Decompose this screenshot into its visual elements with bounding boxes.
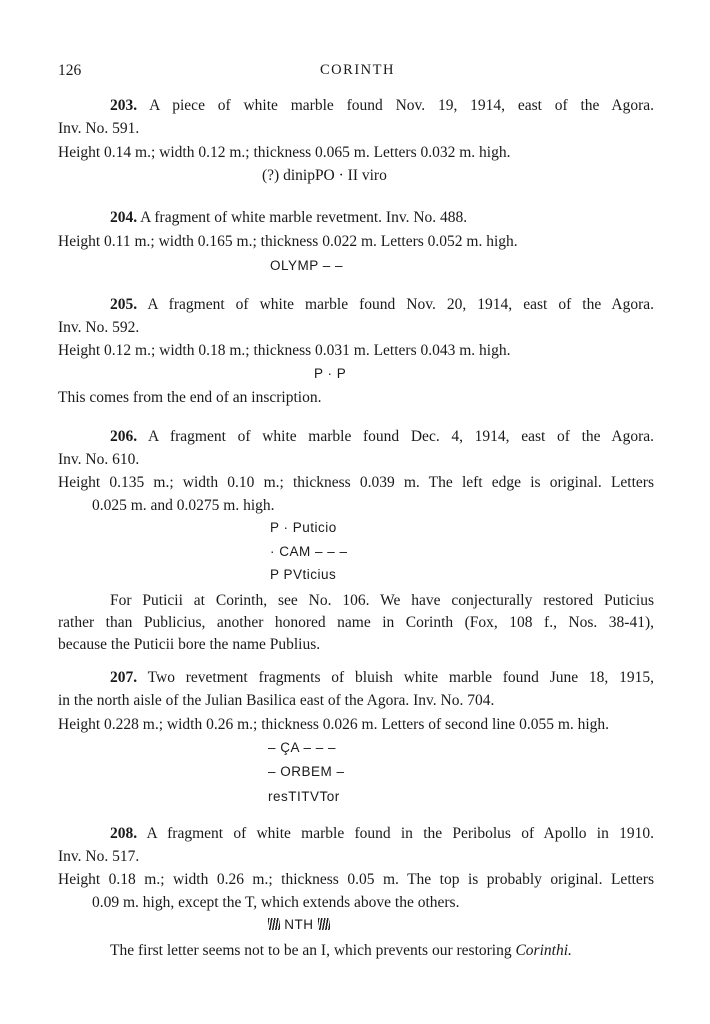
comment-italic-word: Corinthi. xyxy=(515,942,572,959)
entry-intro: Two revetment fragments of bluish white marble found June 18, 1915, xyxy=(147,669,654,686)
entry-206-inscription-line-1: P · Puticio xyxy=(270,520,337,535)
entry-206-inscription-line-2: · CAM – – – xyxy=(270,544,348,559)
entry-207-inscription-line-1: – ÇA – – – xyxy=(268,740,337,755)
entry-206-inscription-line-3: P PVticius xyxy=(270,567,337,582)
entry-intro: A piece of white marble found Nov. 19, 1914, east of the Agora. xyxy=(149,97,654,114)
inscription-text: NTH xyxy=(284,917,314,932)
comment-text: The first letter seems not to be an I, which prevents our restoring xyxy=(110,942,512,959)
entry-205-inv: Inv. No. 592. xyxy=(58,319,140,336)
entry-207-inscription-line-2: – ORBEM – xyxy=(268,764,345,779)
entry-205-intro xyxy=(110,296,654,314)
entry-208-inscription xyxy=(268,917,330,932)
running-title: CORINTH xyxy=(320,62,395,78)
entry-206-intro xyxy=(110,428,654,446)
entry-203-inscription: (?) dinipPO · II viro xyxy=(262,167,387,184)
entry-206-inv: Inv. No. 610. xyxy=(58,451,140,468)
entry-number: 204. xyxy=(110,209,138,226)
entry-208-comment xyxy=(110,942,572,960)
entry-number: 207. xyxy=(110,669,138,686)
entry-204-dims: Height 0.11 m.; width 0.165 m.; thickness 0.022 m. Letters 0.052 m. high. xyxy=(58,233,518,250)
entry-206-dims-1: Height 0.135 m.; width 0.10 m.; thickness 0.039 m. The left edge is original. Letters xyxy=(58,474,654,491)
entry-intro: A fragment of white marble found Nov. 20, 1914, east of the Agora. xyxy=(147,296,654,313)
entry-208-intro xyxy=(110,825,654,843)
entry-204-intro xyxy=(110,209,467,227)
entry-intro: A fragment of white marble found in the Peribolus of Apollo in 1910. xyxy=(146,825,654,842)
entry-208-dims-2: 0.09 m. high, except the T, which extends above the others. xyxy=(92,894,460,911)
entry-208-inv: Inv. No. 517. xyxy=(58,848,140,865)
entry-207-inscription-line-3: resTITVTor xyxy=(268,789,340,804)
entry-206-comment-3: because the Puticii bore the name Publius. xyxy=(58,636,321,653)
entry-number: 203. xyxy=(110,97,138,114)
entry-203-inv: Inv. No. 591. xyxy=(58,120,140,137)
entry-204-inscription: OLYMP – – xyxy=(270,258,344,273)
entry-number: 206. xyxy=(110,428,138,445)
entry-206-comment-2: rather than Publicius, another honored name in Corinth (Fox, 108 f., Nos. 38-41), xyxy=(58,614,654,631)
entry-206-dims-2: 0.025 m. and 0.0275 m. high. xyxy=(92,497,275,514)
page-number: 126 xyxy=(58,62,82,79)
entry-207-dims: Height 0.228 m.; width 0.26 m.; thickness 0.026 m. Letters of second line 0.055 m. high. xyxy=(58,716,610,733)
entry-203-intro xyxy=(110,97,654,115)
entry-208-dims-1: Height 0.18 m.; width 0.26 m.; thickness 0.05 m. The top is probably original. Letters xyxy=(58,871,654,888)
entry-207-intro-2: in the north aisle of the Julian Basilica east of the Agora. Inv. No. 704. xyxy=(58,692,495,709)
entry-206-comment-1: For Puticii at Corinth, see No. 106. We have conjecturally restored Puticius xyxy=(110,592,654,609)
entry-205-inscription: P · P xyxy=(314,366,347,381)
entry-number: 205. xyxy=(110,296,138,313)
entry-number: 208. xyxy=(110,825,138,842)
entry-intro: A fragment of white marble found Dec. 4, 1914, east of the Agora. xyxy=(147,428,654,445)
entry-203-dims: Height 0.14 m.; width 0.12 m.; thickness 0.065 m. Letters 0.032 m. high. xyxy=(58,144,511,161)
entry-205-dims: Height 0.12 m.; width 0.18 m.; thickness 0.031 m. Letters 0.043 m. high. xyxy=(58,342,511,359)
entry-intro: A fragment of white marble revetment. Inv. No. 488. xyxy=(140,209,468,226)
entry-207-intro xyxy=(110,669,654,687)
hatched-lacuna-right xyxy=(318,918,330,930)
hatched-lacuna-left xyxy=(268,918,280,930)
entry-205-note: This comes from the end of an inscription. xyxy=(58,389,322,406)
